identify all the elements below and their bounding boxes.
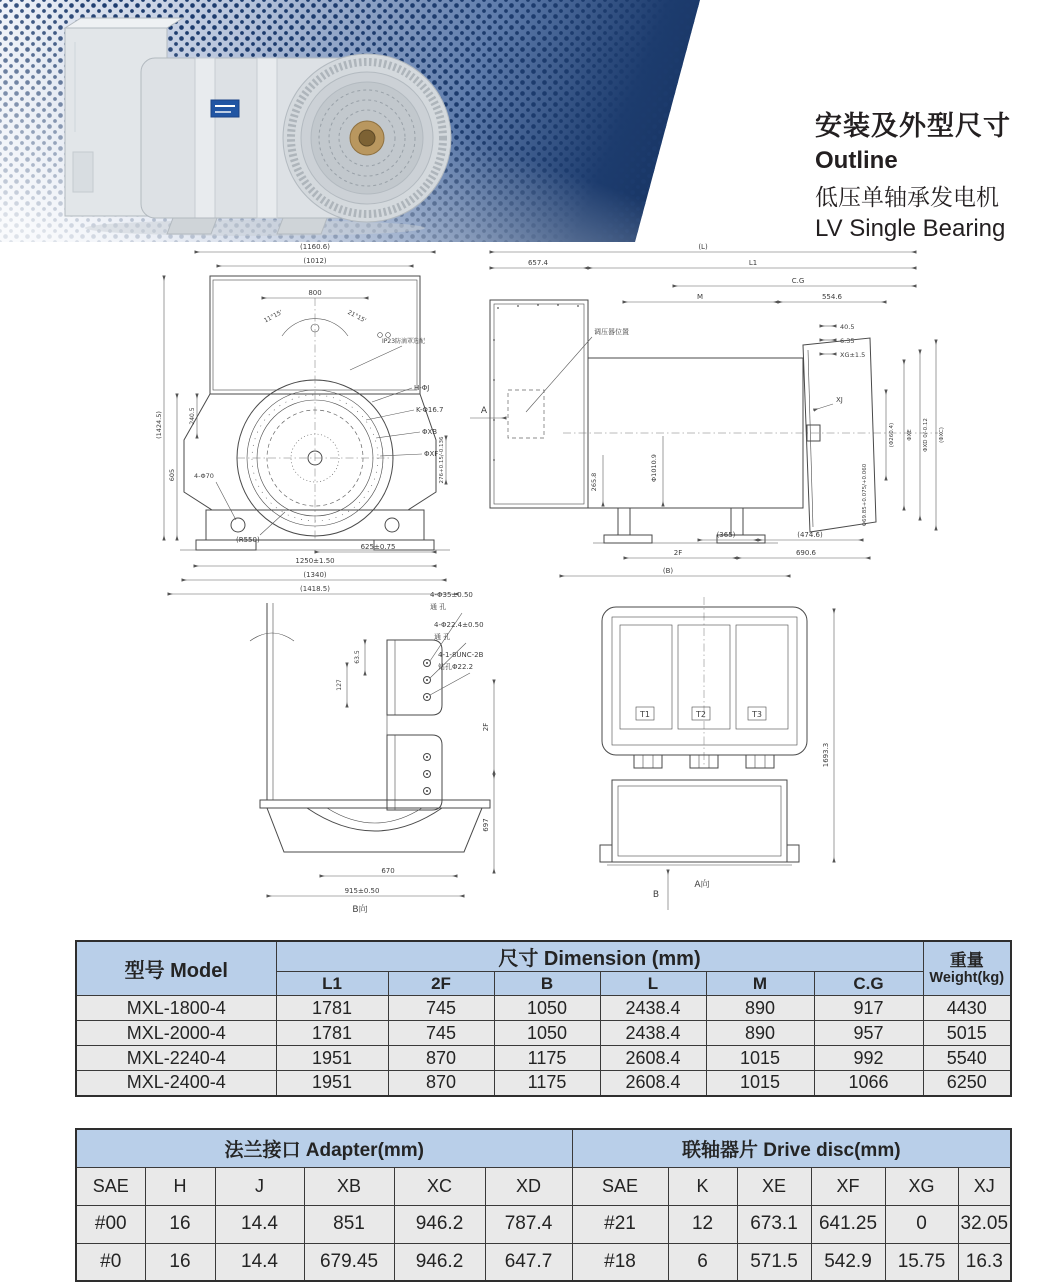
table-cell: 32.05 [958, 1205, 1011, 1243]
table-cell: 1050 [494, 1021, 600, 1046]
col-header-b: B [494, 972, 600, 996]
dim-label: 40.5 [840, 323, 855, 331]
dim-label: (L) [698, 243, 708, 251]
col-header-j: J [215, 1167, 304, 1205]
table-cell: 1066 [814, 1071, 923, 1096]
dim-label: 605 [168, 468, 176, 482]
dim-label: 697 [482, 818, 490, 832]
table-row [76, 1021, 1011, 1046]
dim-label: 通 孔 [430, 603, 447, 611]
table-cell: 1781 [276, 1021, 388, 1046]
dim-label: 调压器位置 [594, 328, 629, 336]
page-title-block [815, 104, 1045, 243]
dim-label: (1340) [303, 571, 327, 579]
drive-disc-section-header: 联轴器片 Drive disc(mm) [572, 1129, 1011, 1167]
model-cell: MXL-1800-4 [76, 996, 276, 1021]
view-label-a: A [480, 406, 488, 416]
dim-label: 240.5 [189, 407, 196, 425]
col-header-dimension: 尺寸 Dimension (mm) [276, 941, 923, 972]
dim-label: (R550) [236, 536, 260, 544]
col-header-weight [923, 941, 1011, 996]
col-header-h: H [145, 1167, 215, 1205]
col-header-cg: C.G [814, 972, 923, 996]
dim-label: XG±1.5 [840, 351, 866, 359]
table-cell: 890 [706, 1021, 814, 1046]
table-cell: 1050 [494, 996, 600, 1021]
table-row [76, 1205, 1011, 1243]
dim-label: 554.6 [821, 293, 843, 301]
dim-label: (Φ260.4) [889, 422, 895, 448]
adapter-drive-table [75, 1128, 1012, 1282]
table-cell: 745 [388, 1021, 494, 1046]
table-cell: 851 [304, 1205, 394, 1243]
table-cell: 1015 [706, 1046, 814, 1071]
table-cell: 5015 [923, 1021, 1011, 1046]
table-cell: 870 [388, 1046, 494, 1071]
side-view-dimensions [470, 243, 945, 576]
dim-label: 2F [482, 722, 490, 732]
table-cell: #00 [76, 1205, 145, 1243]
table-cell: 957 [814, 1021, 923, 1046]
table-cell: #21 [572, 1205, 668, 1243]
dim-label: H-ΦJ [414, 384, 430, 392]
table-cell: 5540 [923, 1046, 1011, 1071]
dim-label: 1693.3 [822, 742, 830, 768]
table-cell: 946.2 [394, 1205, 485, 1243]
col-header-sae-drive: SAE [572, 1167, 668, 1205]
dim-label: 6.35 [840, 337, 855, 345]
dim-label: 11°15' [262, 308, 284, 325]
table-cell: 15.75 [885, 1243, 958, 1281]
col-header-xf: XF [811, 1167, 885, 1205]
dim-label: 800 [308, 289, 322, 297]
weight-header-en: Weight(kg) [929, 970, 1005, 986]
model-cell: MXL-2400-4 [76, 1071, 276, 1096]
table-cell: 647.7 [485, 1243, 572, 1281]
page-title-zh: 安装及外型尺寸 [815, 111, 1011, 141]
dim-label: (B) [662, 567, 674, 575]
col-header-xe: XE [737, 1167, 811, 1205]
table-cell: 641.25 [811, 1205, 885, 1243]
view-label-b-dir: B向 [352, 905, 368, 915]
table-row [76, 1243, 1011, 1281]
table-cell: 673.1 [737, 1205, 811, 1243]
generator-photo [45, 12, 440, 240]
dim-label: (1012) [303, 257, 327, 265]
dim-label: Φ69.85+0.075/+0.060 [862, 463, 868, 527]
front-view-geometry [180, 276, 450, 550]
col-header-l: L [600, 972, 706, 996]
table-cell: 917 [814, 996, 923, 1021]
side-view-geometry [490, 300, 938, 543]
view-label-b: B [652, 890, 660, 900]
bracket-view-drawing [232, 585, 527, 925]
dim-label: 通 孔 [434, 633, 451, 641]
dim-label: 4-Φ35±0.50 [430, 591, 473, 599]
page-subtitle-zh: 低压单轴承发电机 [815, 184, 999, 210]
col-header-xg: XG [885, 1167, 958, 1205]
table-cell: 1951 [276, 1046, 388, 1071]
view-label-a-dir: A向 [694, 880, 710, 890]
terminal-label-t3: T3 [752, 710, 762, 719]
dim-label: ΦXE [907, 429, 913, 441]
top-view-geometry [600, 597, 807, 865]
top-view-drawing [582, 595, 872, 915]
col-header-k: K [668, 1167, 737, 1205]
col-header-model: 型号 Model [76, 941, 276, 996]
side-view-drawing [468, 240, 970, 590]
dim-label: 915±0.50 [344, 887, 380, 895]
dim-label: 127 [336, 679, 343, 691]
col-header-xd: XD [485, 1167, 572, 1205]
col-header-l1: L1 [276, 972, 388, 996]
dim-label: 690.6 [795, 549, 817, 557]
table-cell: 6 [668, 1243, 737, 1281]
page-subtitle-en: LV Single Bearing [815, 215, 1006, 242]
table-cell: 16 [145, 1205, 215, 1243]
table-cell: #18 [572, 1243, 668, 1281]
table-cell: 745 [388, 996, 494, 1021]
dim-label: 63.5 [354, 650, 361, 664]
dim-label: ΦXF [424, 450, 439, 458]
col-header-sae-adapter: SAE [76, 1167, 145, 1205]
dim-label: (365) [716, 531, 736, 539]
weight-header-zh: 重量 [949, 951, 984, 970]
dim-label: 276+0.15/-0.136 [439, 436, 445, 484]
col-header-xb: XB [304, 1167, 394, 1205]
table-cell: 1175 [494, 1071, 600, 1096]
model-cell: MXL-2000-4 [76, 1021, 276, 1046]
dim-label: IP23防滴罩选配 [382, 338, 426, 345]
model-cell: MXL-2240-4 [76, 1046, 276, 1071]
front-view-dimensions [155, 243, 458, 594]
dim-label: Φ1010.9 [650, 454, 658, 482]
dim-label: 4-1-8UNC-2B [438, 651, 484, 659]
col-header-xc: XC [394, 1167, 485, 1205]
dim-label: 21°15' [346, 308, 368, 325]
dim-label: 1250±1.50 [295, 557, 335, 565]
dim-label: 4-Φ22.4±0.50 [434, 621, 484, 629]
dimension-table [75, 940, 1012, 1097]
adapter-section-header: 法兰接口 Adapter(mm) [76, 1129, 572, 1167]
dim-label: (1418.5) [300, 585, 330, 593]
table-cell: 992 [814, 1046, 923, 1071]
dim-label: (1424.5) [155, 411, 163, 439]
table-cell: 2438.4 [600, 1021, 706, 1046]
table-cell: 4430 [923, 996, 1011, 1021]
table-row [76, 1071, 1011, 1096]
dim-label: L1 [748, 259, 758, 267]
front-view-drawing [150, 240, 470, 602]
table-cell: 14.4 [215, 1205, 304, 1243]
table-cell: 2608.4 [600, 1046, 706, 1071]
dim-label: ΦXB [422, 428, 438, 436]
dim-label: 265.8 [590, 472, 598, 492]
dim-label: 4-Φ70 [194, 472, 214, 480]
dim-label: C.G [791, 277, 805, 285]
table-row [76, 1046, 1011, 1071]
bracket-view-dimensions [267, 591, 494, 915]
table-cell: 1015 [706, 1071, 814, 1096]
dim-label: 670 [381, 867, 395, 875]
table-cell: 12 [668, 1205, 737, 1243]
dim-label: ΦXD 0/-0.12 [923, 418, 929, 452]
col-header-m: M [706, 972, 814, 996]
table-cell: 0 [885, 1205, 958, 1243]
dim-label: 657.4 [527, 259, 549, 267]
table-cell: 571.5 [737, 1243, 811, 1281]
dim-label: 2F [673, 549, 683, 557]
dim-label: 钻孔Φ22.2 [438, 663, 474, 671]
table-cell: 1781 [276, 996, 388, 1021]
dim-label: (ΦXC) [939, 427, 945, 443]
table-cell: 870 [388, 1071, 494, 1096]
table-cell: 890 [706, 996, 814, 1021]
col-header-2f: 2F [388, 972, 494, 996]
table-cell: 1175 [494, 1046, 600, 1071]
dim-label: XJ [836, 396, 843, 404]
dim-label: K-Φ16.7 [416, 406, 444, 414]
dim-label: 625±0.75 [360, 543, 396, 551]
terminal-label-t2: T2 [696, 710, 706, 719]
dim-label: M [696, 293, 704, 301]
table-cell: 2438.4 [600, 996, 706, 1021]
table-cell: 2608.4 [600, 1071, 706, 1096]
table-cell: 1951 [276, 1071, 388, 1096]
table-cell: 6250 [923, 1071, 1011, 1096]
table-row [76, 996, 1011, 1021]
table-cell: 787.4 [485, 1205, 572, 1243]
bracket-view-geometry [250, 603, 490, 852]
terminal-label-t1: T1 [640, 710, 650, 719]
table-cell: 14.4 [215, 1243, 304, 1281]
col-header-xj: XJ [958, 1167, 1011, 1205]
table-cell: 679.45 [304, 1243, 394, 1281]
table-cell: 946.2 [394, 1243, 485, 1281]
table-cell: #0 [76, 1243, 145, 1281]
dim-label: (474.6) [797, 531, 823, 539]
table-cell: 16.3 [958, 1243, 1011, 1281]
table-cell: 16 [145, 1243, 215, 1281]
page-title-en: Outline [815, 147, 898, 174]
table-cell: 542.9 [811, 1243, 885, 1281]
dim-label: (1160.6) [300, 243, 330, 251]
